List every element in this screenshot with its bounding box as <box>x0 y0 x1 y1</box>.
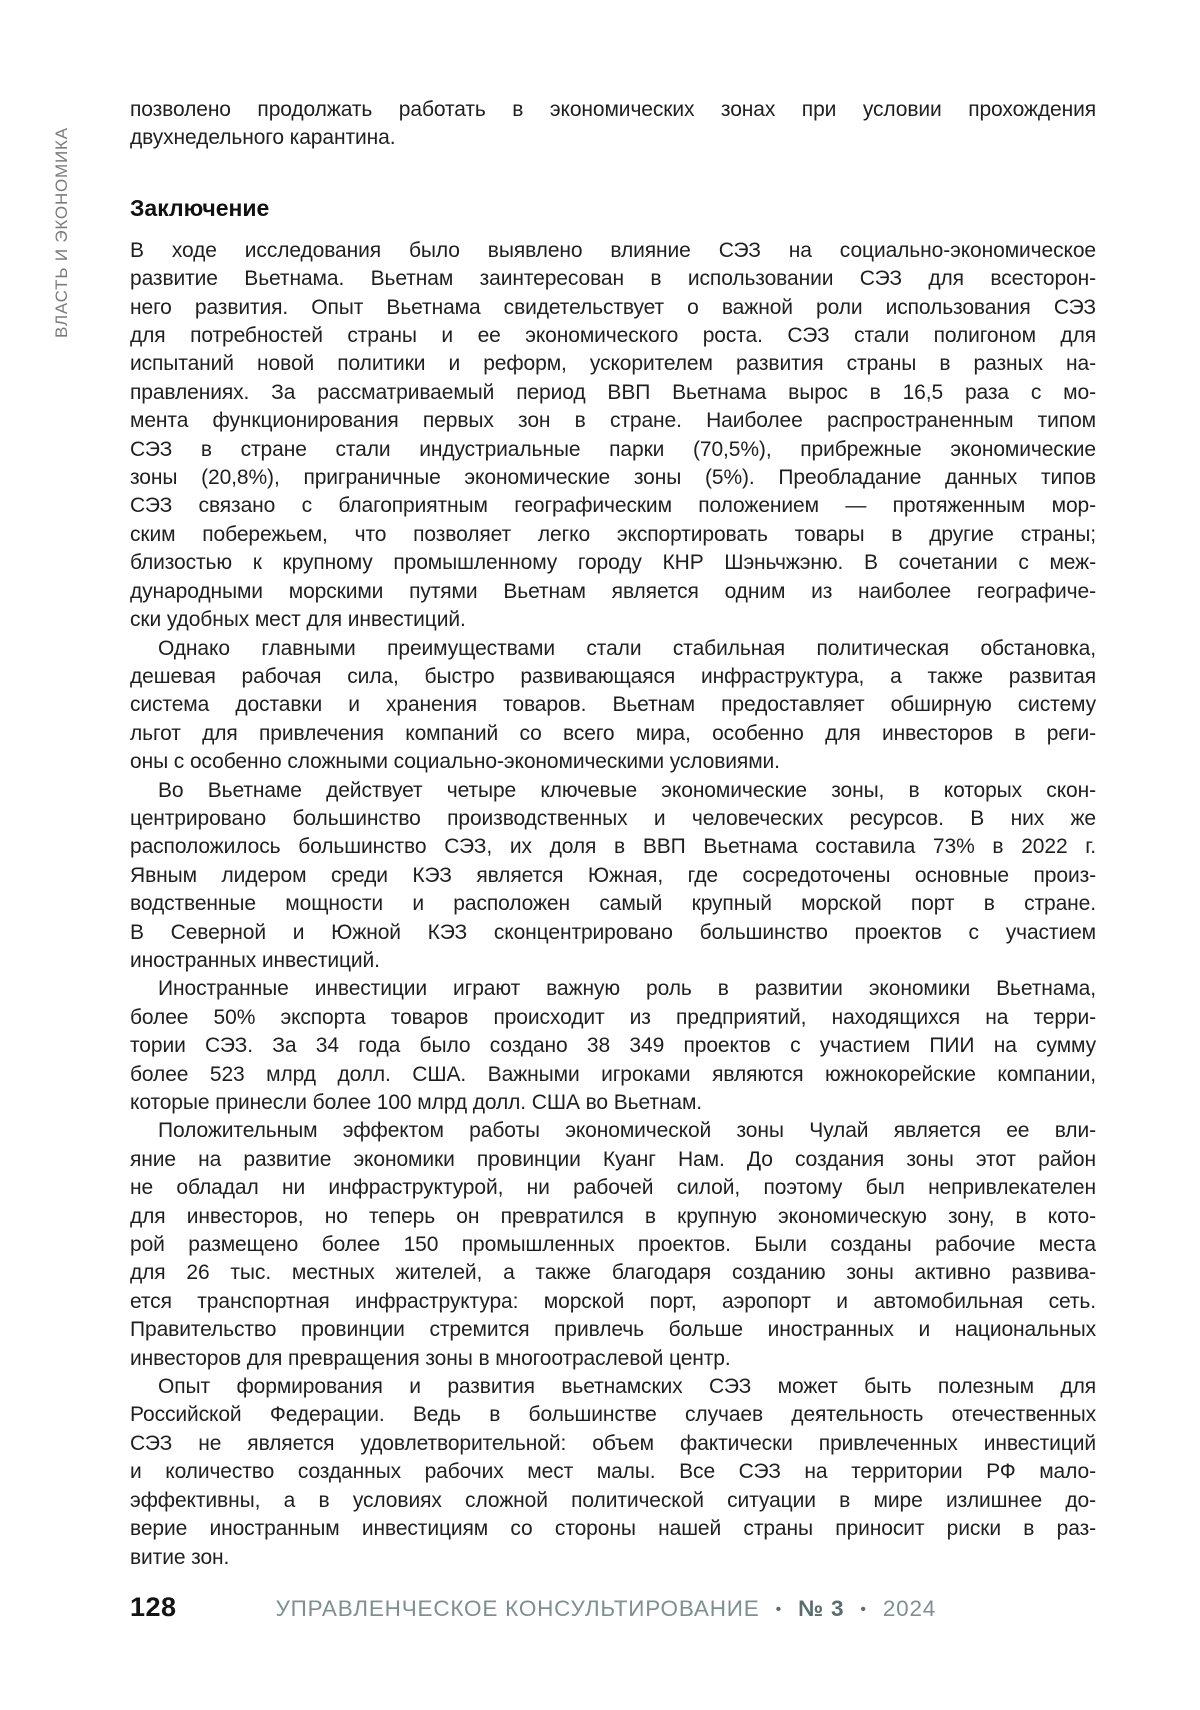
text-line: для инвесторов, но теперь он превратился в крупную экономическую зону, в кото- <box>130 1204 1096 1228</box>
text-line: В ходе исследования было выявлено влияние СЭЗ на социально-экономическое <box>130 238 1096 262</box>
issue-number: № 3 <box>798 1596 845 1621</box>
text-line: водственные мощности и расположен самый крупный морской порт в стране. <box>130 892 1096 916</box>
text-line: эффективны, а в условиях сложной политической ситуации в мире излишнее до- <box>130 1488 1096 1512</box>
text-line: мента функционирования первых зон в стране. Наиболее распространенным типом <box>130 409 1096 433</box>
text-line: для потребностей страны и ее экономического роста. СЭЗ стали полигоном для <box>130 324 1096 348</box>
footer-separator-dot: • <box>860 1601 867 1618</box>
text-line: испытаний новой политики и реформ, ускорителем развития страны в разных на- <box>130 352 1096 376</box>
text-line: рой размещено более 150 промышленных проектов. Были созданы рабочие места <box>130 1233 1096 1257</box>
text-line: Явным лидером среди КЭЗ является Южная, где сосредоточены основные произ- <box>130 863 1096 887</box>
text-line: ется транспортная инфраструктура: морской порт, аэропорт и автомобильная сеть. <box>130 1289 1096 1313</box>
page-number: 128 <box>130 1592 177 1622</box>
intro-paragraph <box>130 96 1096 153</box>
text-line: близостью к крупному промышленному городу КНР Шэньчжэню. В сочетании с меж- <box>130 551 1096 575</box>
text-line: двухнедельного карантина. <box>130 126 396 150</box>
text-line: центрировано большинство производственных и человеческих ресурсов. В них же <box>130 806 1096 830</box>
journal-name: УПРАВЛЕНЧЕСКОЕ КОНСУЛЬТИРОВАНИЕ <box>275 1596 760 1621</box>
text-line: зоны (20,8%), приграничные экономические зоны (5%). Преобладание данных типов <box>130 466 1096 490</box>
paragraph <box>130 975 1096 1117</box>
paragraph <box>130 635 1096 777</box>
text-line: дешевая рабочая сила, быстро развивающаяся инфраструктура, а также развитая <box>130 664 1096 688</box>
text-line: и количество созданных рабочих мест малы. Все СЭЗ на территории РФ мало- <box>130 1460 1096 1484</box>
text-line: ским побережьем, что позволяет легко экспортировать товары в другие страны; <box>130 522 1096 546</box>
text-line: яние на развитие экономики провинции Куанг Нам. До создания зоны этот район <box>130 1147 1096 1171</box>
text-line: для 26 тыс. местных жителей, а также благодаря созданию зоны активно развива- <box>130 1261 1096 1285</box>
text-line: Российской Федерации. Ведь в большинстве случаев деятельность отечественных <box>130 1403 1096 1427</box>
paragraph <box>130 1373 1096 1572</box>
rubric-vertical-label: ВЛАСТЬ И ЭКОНОМИКА <box>52 127 71 338</box>
paragraph <box>130 237 1096 635</box>
text-line: оны с особенно сложными социально-экономическими условиями. <box>130 750 780 774</box>
text-line: более 50% экспорта товаров происходит из предприятий, находящихся на терри- <box>130 1005 1096 1029</box>
paragraph <box>130 96 1096 153</box>
text-line: система доставки и хранения товаров. Вьетнам предоставляет обширную систему <box>130 693 1096 717</box>
text-line: более 523 млрд долл. США. Важными игроками являются южнокорейские компании, <box>130 1062 1096 1086</box>
text-line: витие зон. <box>130 1545 230 1569</box>
text-line: СЭЗ связано с благоприятным географическим положением — протяженным мор- <box>130 494 1096 518</box>
footer-separator-dot: • <box>775 1601 783 1618</box>
section-heading: Заключение <box>130 194 270 221</box>
footer-year: 2024 <box>882 1596 937 1621</box>
text-line: СЭЗ в стране стали индустриальные парки (70,5%), прибрежные экономические <box>130 437 1096 461</box>
text-line: не обладал ни инфраструктурой, ни рабочей силой, поэтому был непривлекателен <box>130 1176 1096 1200</box>
paragraph <box>130 1117 1096 1373</box>
text-line: Иностранные инвестиции играют важную роль в развитии экономики Вьетнама, <box>158 977 1096 1001</box>
text-line: Правительство провинции стремится привлечь больше иностранных и национальных <box>130 1318 1096 1342</box>
text-line: ски удобных мест для инвестиций. <box>130 608 466 632</box>
text-line: позволено продолжать работать в экономических зонах при условии прохождения <box>130 98 1096 121</box>
text-line: развитие Вьетнама. Вьетнам заинтересован в использовании СЭЗ для всесторон- <box>130 267 1096 291</box>
paragraph <box>130 777 1096 976</box>
text-line: расположилось большинство СЭЗ, их доля в ВВП Вьетнама составила 73% в 2022 г. <box>130 835 1096 859</box>
body-text <box>130 237 1096 1572</box>
text-line: В Северной и Южной КЭЗ сконцентрировано большинство проектов с участием <box>130 920 1096 944</box>
text-line: льгот для привлечения компаний со всего мира, особенно для инвесторов в реги- <box>130 721 1096 745</box>
text-line: него развития. Опыт Вьетнама свидетельствует о важной роли использования СЭЗ <box>130 295 1096 319</box>
text-line: СЭЗ не является удовлетворительной: объем фактически привлеченных инвестиций <box>130 1431 1096 1455</box>
journal-line <box>276 1596 937 1622</box>
text-line: Во Вьетнаме действует четыре ключевые экономические зоны, в которых скон- <box>158 778 1096 802</box>
text-line: Положительным эффектом работы экономической зоны Чулай является ее вли- <box>158 1119 1096 1143</box>
text-line: дународными морскими путями Вьетнам является одним из наиболее географиче- <box>130 579 1096 603</box>
page-footer <box>130 1592 1096 1623</box>
text-line: которые принесли более 100 млрд долл. США во Вьетнам. <box>130 1091 703 1114</box>
text-line: правлениях. За рассматриваемый период ВВП Вьетнама вырос в 16,5 раза с мо- <box>130 380 1096 404</box>
text-line: верие иностранным инвестициям со стороны нашей страны приносит риски в раз- <box>130 1517 1096 1541</box>
article-text-column <box>130 96 1096 1572</box>
text-line: тории СЭЗ. За 34 года было создано 38 349 проектов с участием ПИИ на сумму <box>130 1034 1096 1058</box>
text-line: иностранных инвестиций. <box>130 948 380 972</box>
text-line: Однако главными преимуществами стали стабильная политическая обстановка, <box>158 636 1096 660</box>
text-line: инвесторов для превращения зоны в многоотраслевой центр. <box>130 1346 731 1370</box>
text-line: Опыт формирования и развития вьетнамских СЭЗ может быть полезным для <box>158 1375 1096 1399</box>
